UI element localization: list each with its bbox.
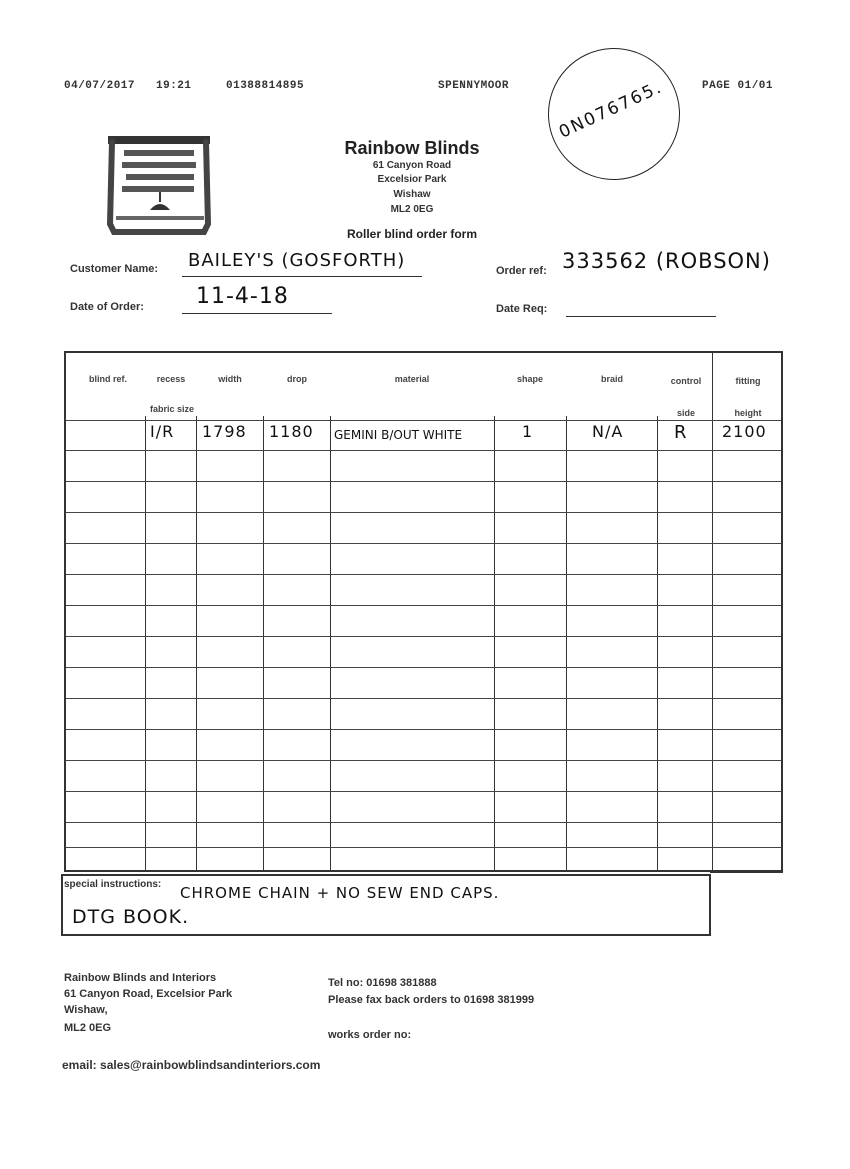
header-side: side: [676, 408, 695, 418]
footer-address-1: 61 Canyon Road, Excelsior Park: [64, 988, 233, 1000]
company-address-line-3: Wishaw: [393, 189, 431, 200]
row1-braid: N/A: [592, 422, 624, 441]
date-req-label: Date Req:: [496, 303, 548, 315]
company-address-line-2: Excelsior Park: [377, 174, 447, 185]
company-address-line-4: ML2 0EG: [390, 204, 434, 215]
fax-page: PAGE 01/01: [702, 80, 774, 92]
date-of-order-line: [182, 313, 332, 314]
header-fabric-size: fabric size: [149, 404, 195, 414]
footer-address-3: ML2 0EG: [64, 1022, 112, 1034]
footer-tel: Tel no: 01698 381888: [328, 977, 437, 989]
order-ref-value: 333562 (ROBSON): [562, 249, 771, 273]
table-row-divider: [66, 512, 782, 513]
table-row-divider: [66, 450, 782, 451]
table-column-divider: [566, 416, 567, 871]
header-height: height: [734, 408, 762, 418]
row1-material: GEMINI B/OUT WHITE: [334, 428, 463, 442]
fax-location: SPENNYMOOR: [438, 80, 510, 92]
customer-name-label: Customer Name:: [70, 263, 159, 275]
table-row-divider: [66, 729, 782, 730]
header-width: width: [218, 374, 242, 384]
fax-phone: 01388814895: [226, 80, 305, 92]
header-drop: drop: [287, 374, 307, 384]
header-shape: shape: [516, 374, 543, 384]
company-address-line-1: 61 Canyon Road: [372, 160, 452, 171]
table-row-divider: [66, 605, 782, 606]
customer-name-line: [182, 276, 422, 277]
table-column-divider: [494, 416, 495, 871]
table-row-divider: [66, 420, 782, 421]
row1-control-side: R: [674, 422, 688, 443]
row1-width: 1798: [202, 422, 247, 441]
row1-shape: 1: [522, 422, 534, 441]
header-fitting: fitting: [735, 376, 761, 386]
table-row-divider: [66, 636, 782, 637]
company-name: Rainbow Blinds: [344, 138, 480, 158]
header-braid: braid: [600, 374, 623, 384]
row1-fitting-height: 2100: [722, 422, 767, 441]
footer-works-order: works order no:: [328, 1029, 412, 1041]
table-column-divider: [330, 416, 331, 871]
footer-fax: Please fax back orders to 01698 381999: [328, 994, 535, 1006]
table-row-divider: [66, 822, 782, 823]
customer-name-value: BAILEY'S (GOSFORTH): [188, 250, 406, 271]
header-recess: recess: [156, 374, 186, 384]
header-control: control: [670, 376, 702, 386]
form-title: Roller blind order form: [346, 227, 477, 241]
date-req-line: [566, 316, 716, 317]
table-column-divider: [145, 416, 146, 871]
table-bottom-edge: [710, 872, 783, 873]
special-instructions-line-2: DTG BOOK.: [72, 906, 190, 928]
footer-company: Rainbow Blinds and Interiors: [64, 972, 217, 984]
roller-blind-logo-icon: [104, 132, 216, 236]
table-column-divider: [196, 416, 197, 871]
reference-stamp: [526, 26, 701, 201]
table-row-divider: [66, 760, 782, 761]
order-ref-label: Order ref:: [496, 265, 547, 277]
row1-drop: 1180: [269, 422, 314, 441]
date-of-order-value: 11-4-18: [196, 284, 289, 309]
header-blind-ref: blind ref.: [89, 374, 127, 384]
table-row-divider: [66, 667, 782, 668]
table-column-divider: [263, 416, 264, 871]
special-instructions-line-1: CHROME CHAIN + NO SEW END CAPS.: [180, 884, 500, 902]
table-row-divider: [66, 543, 782, 544]
table-divider-fitting: [712, 353, 713, 870]
table-column-divider: [657, 416, 658, 871]
table-row-divider: [66, 574, 782, 575]
row1-recess: I/R: [150, 422, 175, 441]
header-material: material: [394, 374, 430, 384]
special-instructions-label: special instructions:: [64, 879, 162, 890]
table-row-divider: [66, 791, 782, 792]
footer-address-2: Wishaw,: [64, 1004, 108, 1016]
fax-date: 04/07/2017: [64, 80, 136, 92]
table-row-divider: [66, 698, 782, 699]
table-row-divider: [66, 481, 782, 482]
date-of-order-label: Date of Order:: [70, 301, 144, 313]
table-row-divider: [66, 847, 782, 848]
stamp-text: 0N076765.: [556, 77, 666, 143]
fax-time: 19:21: [156, 80, 192, 92]
footer-email: email: sales@rainbowblindsandinteriors.com: [62, 1058, 321, 1072]
